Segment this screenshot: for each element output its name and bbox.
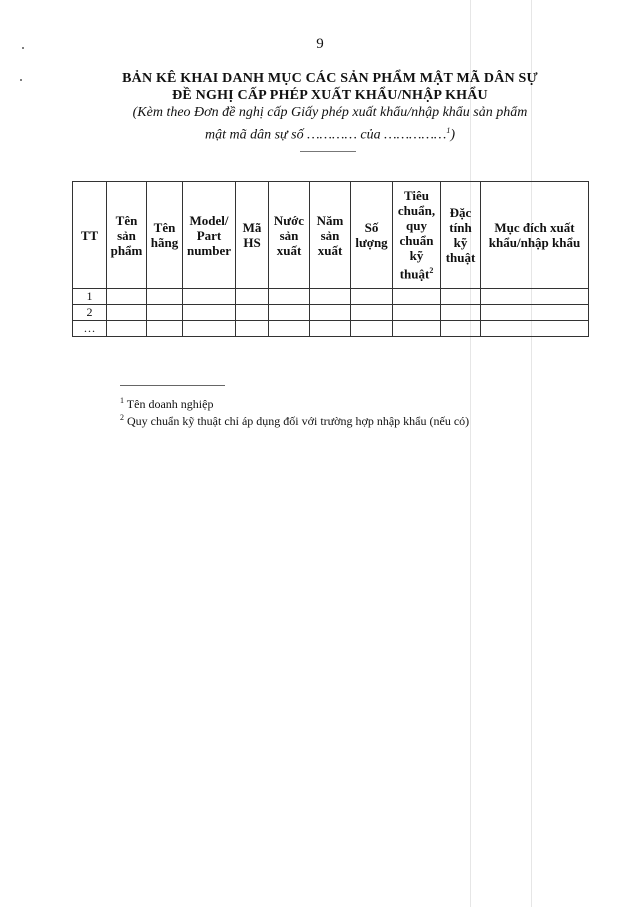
footnote-1-mark: 1 bbox=[120, 396, 124, 405]
subtitle-line-2 bbox=[60, 122, 600, 145]
row-tt: … bbox=[73, 321, 107, 337]
page-number: 9 bbox=[316, 36, 324, 52]
document-title-line-2: ĐỀ NGHỊ CẤP PHÉP XUẤT KHẨU/NHẬP KHẨU bbox=[172, 88, 488, 103]
footnote-1-text: Tên doanh nghiệp bbox=[126, 397, 214, 411]
table-cell bbox=[393, 289, 441, 305]
table-cell bbox=[147, 321, 183, 337]
header-quantity: Số lượng bbox=[351, 182, 393, 289]
table-cell bbox=[310, 321, 351, 337]
table-cell bbox=[481, 321, 589, 337]
table-cell bbox=[236, 289, 269, 305]
table-cell bbox=[269, 289, 310, 305]
table-cell bbox=[147, 289, 183, 305]
title-separator bbox=[300, 151, 356, 152]
footnote-ref-2: 2 bbox=[429, 266, 434, 276]
table-row bbox=[73, 289, 589, 305]
table-cell bbox=[481, 305, 589, 321]
table-row bbox=[73, 321, 589, 337]
subtitle-close-paren: ) bbox=[450, 127, 456, 143]
footnote-ref-1: 1 bbox=[446, 126, 451, 135]
table-cell bbox=[351, 289, 393, 305]
footnote-2 bbox=[120, 410, 469, 429]
footnote-2-text: Quy chuẩn kỹ thuật chỉ áp dụng đối với trường hợp nhập khẩu (nếu có) bbox=[127, 414, 470, 428]
footnote-separator bbox=[120, 385, 225, 386]
header-hs-code: Mã HS bbox=[236, 182, 269, 289]
header-purpose: Mục đích xuất khẩu/nhập khẩu bbox=[481, 182, 589, 289]
header-model-part-number: Model/ Part number bbox=[183, 182, 236, 289]
table-cell bbox=[481, 289, 589, 305]
table-cell bbox=[107, 321, 147, 337]
row-tt: 1 bbox=[73, 289, 107, 305]
subtitle-line-2-text: mật mã dân sự số ………… của …………… bbox=[204, 127, 447, 143]
header-country-of-manufacture: Nước sản xuất bbox=[269, 182, 310, 289]
table-cell bbox=[393, 305, 441, 321]
title-block bbox=[60, 70, 600, 145]
row-tt: 2 bbox=[73, 305, 107, 321]
table-cell bbox=[183, 289, 236, 305]
header-tt: TT bbox=[73, 182, 107, 289]
header-brand-name: Tên hãng bbox=[147, 182, 183, 289]
table-cell bbox=[183, 305, 236, 321]
table-cell bbox=[393, 321, 441, 337]
table-cell bbox=[107, 305, 147, 321]
table-cell bbox=[310, 305, 351, 321]
scan-dot bbox=[20, 79, 22, 81]
table-cell bbox=[269, 321, 310, 337]
table-cell bbox=[107, 289, 147, 305]
table-cell bbox=[441, 289, 481, 305]
table-row bbox=[73, 305, 589, 321]
table-cell bbox=[441, 321, 481, 337]
document-title-line-1: BẢN KÊ KHAI DANH MỤC CÁC SẢN PHẨM MẬT MÃ DÂN SỰ bbox=[122, 71, 538, 86]
table-cell bbox=[236, 321, 269, 337]
table-cell bbox=[441, 305, 481, 321]
subtitle-line-1: (Kèm theo Đơn đề nghị cấp Giấy phép xuất khẩu/nhập khẩu sản phẩm bbox=[132, 105, 528, 120]
table-cell bbox=[351, 321, 393, 337]
header-year-of-manufacture: Năm sản xuất bbox=[310, 182, 351, 289]
product-declaration-table bbox=[72, 181, 589, 337]
table-cell bbox=[147, 305, 183, 321]
footnote-2-mark: 2 bbox=[120, 413, 124, 422]
header-technical-standard-text: Tiêu chuẩn, quy chuẩn kỹ thuật bbox=[397, 188, 436, 282]
table-cell bbox=[183, 321, 236, 337]
header-technical-standard bbox=[393, 182, 441, 289]
table-cell bbox=[269, 305, 310, 321]
header-technical-characteristics: Đặc tính kỹ thuật bbox=[441, 182, 481, 289]
table-header-row bbox=[73, 182, 589, 289]
table-cell bbox=[351, 305, 393, 321]
table-cell bbox=[236, 305, 269, 321]
header-product-name: Tên sản phẩm bbox=[107, 182, 147, 289]
table-cell bbox=[310, 289, 351, 305]
